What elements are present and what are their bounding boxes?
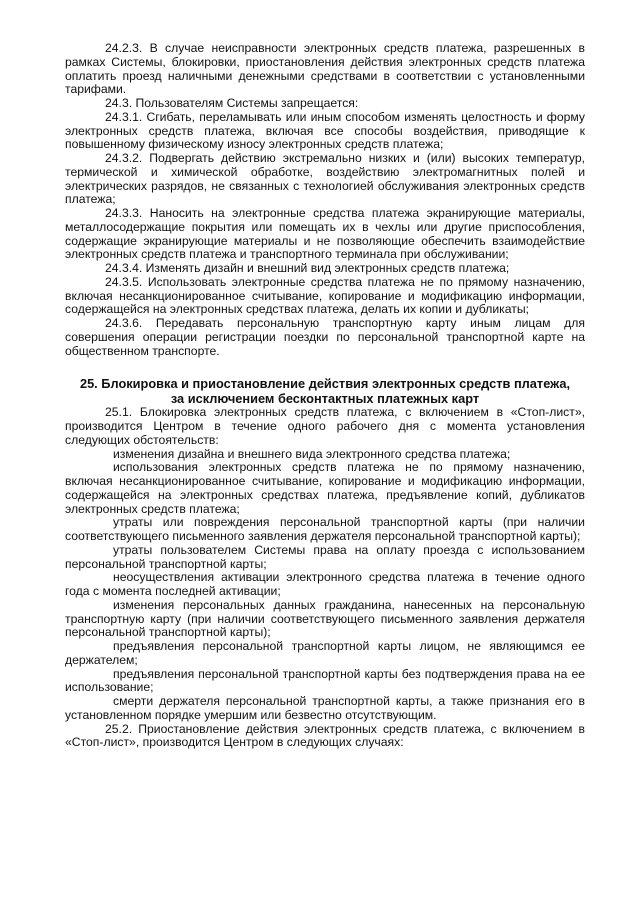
list-item-loss-or-damage: утраты или повреждения персональной транспортной карты (при наличии соответствующего письменного заявления держателя персональной транспортной карты);: [65, 515, 585, 543]
section-heading-line-2: за исключением бесконтактных платежных карт: [170, 391, 480, 407]
paragraph-24-3-2: 24.3.2. Подвергать действию экстремально низких и (или) высоких температур, термической и химической обработке, воздействию электромагнитных полей и электрических разрядов, не связанных с технологией обслуживания электронных средств платежа;: [65, 151, 585, 207]
list-item-loss-of-right: утраты пользователем Системы права на оплату проезда с использованием персональной транспортной карты;: [65, 542, 585, 571]
paragraph-24-3-6: 24.3.6. Передавать персональную транспортную карту иным лицам для совершения операции регистрации поездки по персональной транспортной карте на общественном транспорте.: [65, 316, 585, 358]
paragraph-24-3-4: 24.3.4. Изменять дизайн и внешний вид электронных средств платежа;: [105, 261, 510, 275]
paragraph-24-3: 24.3. Пользователям Системы запрещается:: [105, 96, 359, 110]
section-heading-line-1: 25. Блокировка и приостановление действия электронных средств платежа,: [79, 376, 571, 392]
document-page: [65, 42, 585, 750]
list-item-no-activation: неосуществления активации электронного средства платежа в течение одного года с момента последней активации;: [65, 570, 585, 598]
list-item-holder-death: смерти держателя персональной транспортной карты, а также признания его в установленном порядке умершим или безвестно отсутствующим.: [65, 694, 585, 722]
paragraph-24-3-5: 24.3.5. Использовать электронные средства платежа не по прямому назначению, включая несанкционированное считывание, копирование и модификацию информации, содержащейся на электронных средствах платежа, делать их копии и дубликаты;: [65, 274, 585, 317]
section-spacer: [65, 358, 585, 376]
paragraph-25-2: 25.2. Приостановление действия электронных средств платежа, с включением в «Стоп-лист», производится Центром в следующих случаях:: [65, 721, 585, 750]
paragraph-24-2-3: 24.2.3. В случае неисправности электронных средств платежа, разрешенных в рамках Системы, блокировки, приостановления действия электронных средств платежа оплатить проезд наличными денежными средствами в соответствии с установленными тарифами.: [65, 41, 585, 97]
section-heading-25: [65, 376, 585, 406]
paragraph-24-3-3: 24.3.3. Наносить на электронные средства платежа экранирующие материалы, металлосодержащие покрытия или помещать их в чехлы или другие приспособления, содержащие экранирующие материалы и не позволяющие обеспечить взаимодействие электронных средств платежа и транспортного терминала при обслуживании;: [65, 206, 585, 262]
list-item-design-change: изменения дизайна и внешнего вида электронного средства платежа;: [113, 446, 511, 461]
list-item-misuse: использования электронных средств платежа не по прямому назначению, включая несанкционированное считывание, копирование и модификацию информации, содержащейся на электронных средствах платежа, предъявление копий, дубликатов электронных средств платежа;: [65, 460, 585, 516]
list-item-personal-data-change: изменения персональных данных гражданина, нанесенных на персональную транспортную карту (при наличии соответствующего письменного заявления держателя персональной транспортной карты);: [65, 597, 585, 640]
paragraph-24-3-1: 24.3.1. Сгибать, переламывать или иным способом изменять целостность и форму электронных средств платежа, включая все способы воздействия, приводящие к повышенному физическому износу электронных средств платежа;: [65, 109, 585, 152]
paragraph-25-1: 25.1. Блокировка электронных средств платежа, с включением в «Стоп-лист», производится Центром в течение одного рабочего дня с момента установления следующих обстоятельств:: [65, 405, 585, 447]
list-item-non-holder: предъявления персональной транспортной карты лицом, не являющимся ее держателем;: [65, 639, 585, 667]
list-item-no-right-confirmation: предъявления персональной транспортной карты без подтверждения права на ее использование;: [65, 666, 585, 695]
